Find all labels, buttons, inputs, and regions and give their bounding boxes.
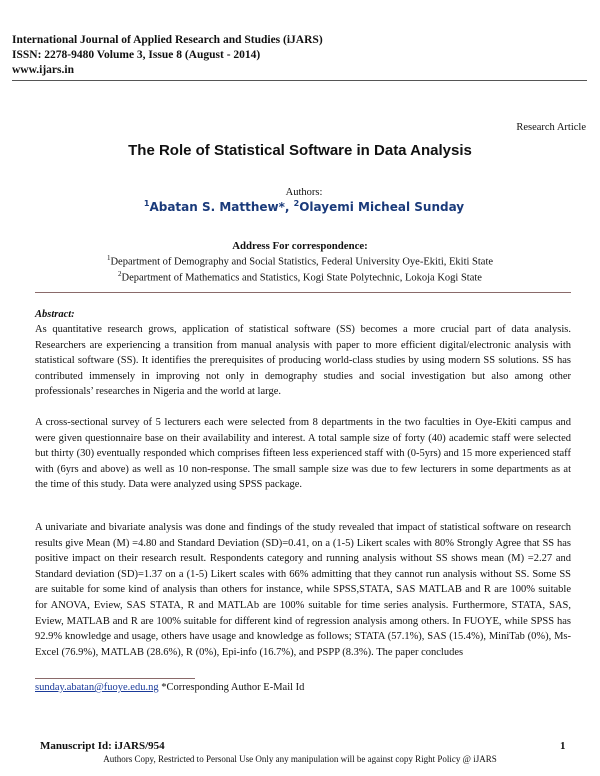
header-divider (12, 80, 587, 81)
author-email-link[interactable]: sunday.abatan@fuoye.edu.ng (35, 682, 159, 693)
page-number: 1 (560, 740, 566, 752)
affil1-mark: 1 (106, 254, 111, 262)
abstract-paragraph-3: A univariate and bivariate analysis was done and findings of the study revealed that impact of statistical software on research results give Mean (M) =4.80 and Standard Deviation (SD)=0.41, on a (1-5) Likert scales with 80% Strongly Agree that SS has positive impact on their research result. Respondents category and running analysis without SS shows mean (M) =2.27 and Standard deviation (SD)=1.37 on a (1-5) Likert scales with 66% admitting that they cannot run analysis without SS. Some SS are suitable for some kind of analysis than others for instance, while SPSS,STATA, SAS MATLAB and R are 100% suitable for ANOVA, Eview, SAS STATA, R and MATLAb are 100% suitable for time series analysis. Furthermore, STATA, SAS, Eview, MATLAB and R are 100% suitable for different kind of regression analysis among others. In FUOYE, while SPSS has 92.9% knowledge and usage, others have usage and knowledge as follows; STATA (57.1%), SAS (15.4%), MiniTab (0%), Ms-Excel (76.9%), MATLAB (28.6%), R (0%), Epi-info (16.7%), and PSPP (8.3%). The paper concludes (35, 522, 571, 658)
abstract-top-rule (35, 292, 571, 293)
copyright-notice: Authors Copy, Restricted to Personal Use Only any manipulation will be against copy Right Policy @ iJARS (103, 754, 497, 764)
affiliation-2 (0, 270, 600, 284)
address-heading: Address For correspondence: (232, 240, 368, 252)
author1-affil-mark: 1 (143, 199, 150, 208)
footnote-text: *Corresponding Author E-Mail Id (158, 682, 305, 693)
abstract-label: Abstract: (35, 309, 75, 320)
affil1-text: Department of Demography and Social Statistics, Federal University Oye-Ekiti, Ekiti State (110, 256, 494, 268)
affil2-text: Department of Mathematics and Statistics, Kogi State Polytechnic, Lokoja Kogi State (121, 272, 482, 284)
manuscript-id: Manuscript Id: iJARS/954 (40, 740, 165, 752)
affiliation-1 (0, 254, 600, 268)
author-list (0, 199, 600, 214)
author2-affil-mark: 2 (293, 199, 300, 208)
corresponding-author-footnote (35, 682, 304, 693)
authors-label: Authors: (285, 187, 323, 198)
journal-website[interactable]: www.ijars.in (12, 64, 74, 76)
journal-name: International Journal of Applied Research and Studies (iJARS) (12, 34, 323, 46)
author-1: Abatan S. Matthew*, (149, 200, 294, 214)
article-type-label: Research Article (516, 122, 586, 133)
paper-title: The Role of Statistical Software in Data Analysis (128, 142, 472, 159)
author-2: Olayemi Micheal Sunday (299, 200, 465, 214)
footnote-rule (35, 678, 195, 679)
abstract-paragraph-2: A cross-sectional survey of 5 lecturers each were selected from 8 departments in the two faculties in Oye-Ekiti campus and were given questionnaire base on their availability and interest. A total sample size of forty (40) academic staff were selected but thirty (30) eventually responded which comprises fifteen less experienced staff with (0-5yrs) and 15 more experienced staff with (6yrs and above) as well as 10 non-response. The small sample size was due to few lecturers in some departments as at the time of this study. Data were analyzed using SPSS package. (35, 417, 571, 491)
abstract-paragraph-1: As quantitative research grows, application of statistical software (SS) becomes a more crucial part of data analysis. Researchers are experiencing a transition from manual analysis with paper to more efficient digital/electronic analysis with statistical software (SS). It identifies the prerequisites of producing world-class studies by using modern SS solutions. SS has contributed immensely in improving not only in demography studies and social investigation but also among other professionals’ researches in Nigeria and the world at large. (35, 324, 571, 398)
journal-issn: ISSN: 2278-9480 Volume 3, Issue 8 (August - 2014) (12, 49, 261, 61)
affil2-mark: 2 (118, 270, 122, 278)
